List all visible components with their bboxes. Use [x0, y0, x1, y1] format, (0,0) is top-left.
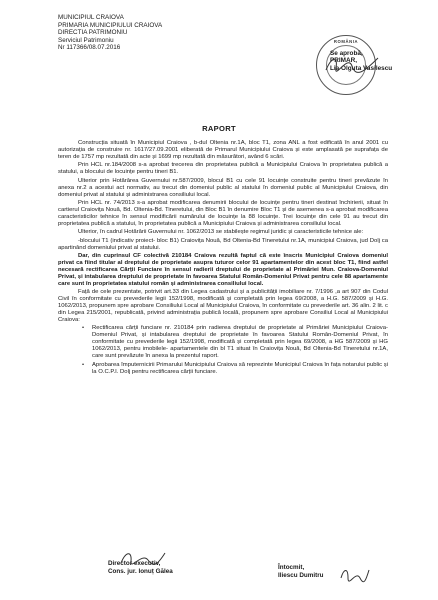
letterhead-line: MUNICIPIUL CRAIOVA — [58, 14, 124, 21]
letterhead-line: PRIMARIA MUNICIPIULUI CRAIOVA — [58, 21, 163, 29]
director-title: Director executiv, — [108, 560, 161, 567]
report-body — [58, 140, 388, 378]
author-signature — [338, 566, 372, 584]
proposal-list — [58, 325, 388, 375]
letterhead-line: DIRECTIA PATRIMONIU — [58, 29, 128, 37]
list-item: • Rectificarea cărții funciare nr. 210184 prin radierea dreptului de proprietate al Primăriei Municipiului Craiova-Domeniul Privat, și intabularea dreptului de proprietate în favoarea Statului Român-Domeniul Privat, în conformitate cu prevederile legii 152/1998, modificată și completată prin legea 69/2008, a HG 587/2009 și HG 1062/2013, pentru imobilele- apartamentele din bl T1 situat în Craiovița Nouă, Bd Oltenia-Bd Tineretului nr.1A, care sunt prevăzute în anexa la prezentul raport. — [92, 325, 388, 360]
director-name: Cons. jur. Ionuț Gălea — [108, 567, 173, 575]
director-signature — [118, 548, 168, 568]
author-title: Întocmit, — [278, 564, 305, 571]
approval-title: PRIMAR, — [330, 57, 357, 65]
paragraph: Construcția situată în Municipiul Craiova , b-dul Oltenia nr.1A, bloc T1, zona ANL a fost edificată în anul 2001 cu autorizația de construire nr. 1617/27.09.2001 eliberată de Primarul Municipiului Craiova și este amplasată pe suprafața de teren de 1757 mp rezultată din acte și 1699 mp rezultată din măsurători, având 6 scări. — [58, 140, 388, 160]
paragraph: Prin HCL nr. 74/2013 s-a aprobat modificarea denumirii blocului de locuințe pentru tineri destinat închirierii, situat în cartierul Craiovița Nouă, Bd. Oltenia-Bd. Tineretului, din Bloc B1 în denumire Bloc T1 și de asemenea s-a aprobat modificarea caracteristicilor tehnice în sensul modificării numărului de locuințe la 88 locuințe. Trei locuințe din cele 91 au trecut din proprietatea publică a statului, în proprietatea publică a Municipiului Craiova și administrarea consiliului local. — [58, 200, 388, 227]
approval-line: Se aprobă, — [330, 50, 363, 57]
paragraph: -blocului T1 (indicativ proiect- bloc B1) Craiovița Nouă, Bd Oltenia-Bd Tineretului nr.1A, municipiul Craiova, jud Dolj ca apartinând domeniului privat al statului. — [58, 237, 388, 251]
approval-name: Lia Olguta Vasilescu — [330, 64, 393, 72]
letterhead — [58, 14, 162, 52]
paragraph: Față de cele prezentate, potrivit art.33 din Legea cadastrului și a publicității imobiliare nr. 7/1996 ,a art 907 din Codul Civil în conformitate cu prevederile legii 152/1998, modificată și completată prin legea 69/2008, a H.G. 587/2009 și H.G. 1062/2013, propunem spre aprobare Consiliului Local al Municipiului Craiova, în conformitate cu prevederile art. 36 alin. 2 lit. c din Legea 215/2001, republicată, privind administrația publică locală, propunem spre aprobare Consiliul Local al Municipiului Craiova: — [58, 289, 388, 323]
paragraph-emphasis: Dar, din cuprinsul CF colectivă 210184 Craiova rezultă faptul că este înscris Municipiul Craiova domeniul privat ca fiind titular al dreptului de proprietate asupra tuturor celor 91 apartamentelor din acest bloc T1, fiind astfel necesară rectificarea Cărții Funciare în sensul radierii dreptului de proprietate al Primăriei Mun. Craiova-Domeniul Privat, și intabularea dreptului de proprietate în favoarea Statului Român-Domeniul Privat pentru cele 88 apartamente care sunt în proprietatea statului român și administrarea consiliului local. — [58, 253, 388, 287]
mayor-signature — [322, 52, 382, 76]
stamp-text: ROMÂNIA — [333, 39, 359, 44]
author-name: Iliescu Dumitru — [278, 571, 324, 579]
list-item: • Aprobarea împuternicirii Primarului Municipiului Craiova să reprezinte Municipiul Craiova în fața notarului public și la O.C.P.I. Dolj pentru rectificarea cărții funciare. — [92, 362, 388, 376]
document-title: RAPORT — [202, 124, 236, 133]
author-signature-block — [278, 564, 324, 579]
paragraph: Ulterior prin Hotărârea Guvernului nr.587/2009, blocul B1 cu cele 91 locuințe construite pentru tineri prevăzute în anexa nr.2 a acestui act normativ, au trecut din domeniul public al statului în domeniul public al Municipiului Craiova, din domeniul privat al statului și administrarea consiliului local. — [58, 177, 388, 198]
letterhead-line: Serviciul Patrimoniu — [58, 36, 114, 44]
paragraph: Prin HCL nr.184/2008 s-a aprobat trecerea din proprietatea publică a Municipiului Craiova în proprietatea publică a statului, a blocului de locuințe pentru tineri B1. — [58, 162, 388, 176]
paragraph: Ulterior, în cadrul Hotărârii Guvernului nr. 1062/2013 se stabilește regimul juridic și caracteristicile tehnice ale: — [78, 229, 364, 236]
registration-number: Nr 117366/08.07.2016 — [58, 44, 121, 52]
